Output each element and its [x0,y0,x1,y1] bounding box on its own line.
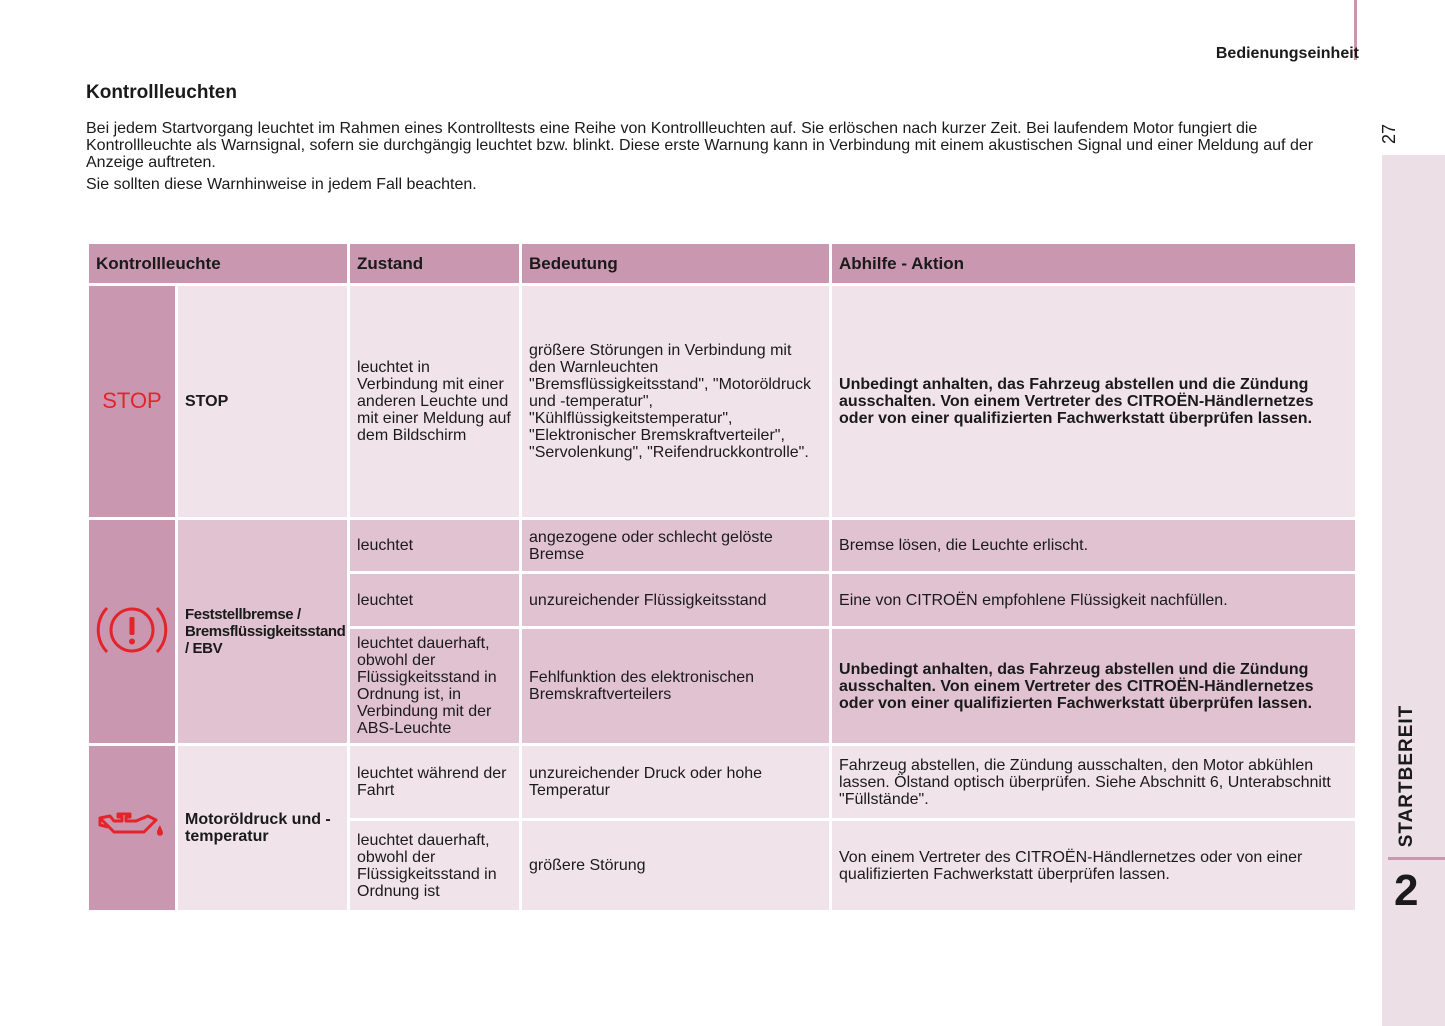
table-row [88,285,1357,519]
action-cell: Fahrzeug abstellen, die Zündung ausschalten, den Motor abkühlen lassen. Ölstand optisch überprüfen. Siehe Abschnitt 6, Unterabschnitt "Füllstände". [831,745,1357,820]
meaning-cell: unzureichender Druck oder hohe Temperatur [521,745,831,820]
state-cell: leuchtet [349,573,521,628]
meaning-cell: größere Störung [521,820,831,912]
warning-light-name: Feststellbremse / Bremsflüssigkeitsstand / EBV [177,519,349,745]
stop-icon [88,285,177,519]
action-cell: Eine von CITROËN empfohlene Flüssigkeit nachfüllen. [831,573,1357,628]
page-title: Kontrollleuchten [86,82,237,103]
state-cell: leuchtet während der Fahrt [349,745,521,820]
meaning-cell: Fehlfunktion des elektronischen Bremskraftverteilers [521,628,831,745]
action-cell: Unbedingt anhalten, das Fahrzeug abstellen und die Zündung ausschalten. Von einem Vertreter des CITROËN-Händlernetzes oder von einer qualifizierten Fachwerkstatt überprüfen lassen. [831,285,1357,519]
section-header: Bedienungseinheit [1215,45,1359,62]
intro-paragraph: Bei jedem Startvorgang leuchtet im Rahmen eines Kontrolltests eine Reihe von Kontrollleuchten auf. Sie erlöschen nach kurzer Zeit. Bei laufendem Motor fungiert die Kontrollleuchte als Warnsignal, sofern sie durchgängig leuchtet bzw. blinkt. Diese erste Warnung kann in Verbindung mit einem akustischen Signal und einer Meldung auf der Anzeige auftreten. [86,120,1314,171]
warning-light-name: STOP [177,285,349,519]
state-cell: leuchtet [349,519,521,573]
col-header-abhilfe: Abhilfe - Aktion [831,243,1357,285]
col-header-zustand: Zustand [349,243,521,285]
table-row [88,745,1357,820]
action-cell: Unbedingt anhalten, das Fahrzeug abstellen und die Zündung ausschalten. Von einem Vertreter des CITROËN-Händlernetzes oder von einer qualifizierten Fachwerkstatt überprüfen lassen. [831,628,1357,745]
table-header-row [88,243,1357,285]
meaning-cell: unzureichender Flüssigkeitsstand [521,573,831,628]
col-header-bedeutung: Bedeutung [521,243,831,285]
meaning-cell: größere Störungen in Verbindung mit den Warnleuchten "Bremsflüssigkeitsstand", "Motoröldruck und -temperatur", "Kühlflüssigkeitstemperatur", "Elektronischer Bremskraftverteiler", "Servolenkung", "Reifendruckkontrolle". [521,285,831,519]
intro-paragraph: Sie sollten diese Warnhinweise in jedem Fall beachten. [86,176,477,193]
table-row [88,519,1357,573]
state-cell: leuchtet dauerhaft, obwohl der Flüssigkeitsstand in Ordnung ist [349,820,521,912]
chapter-number: 2 [1394,866,1419,915]
oil-can-icon [88,745,177,912]
warning-light-name: Motoröldruck und -temperatur [177,745,349,912]
action-cell: Bremse lösen, die Leuchte erlischt. [831,519,1357,573]
warning-lights-table [86,241,1358,913]
state-cell: leuchtet in Verbindung mit einer anderen Leuchte und mit einer Meldung auf dem Bildschirm [349,285,521,519]
chapter-title: STARTBEREIT [1396,704,1417,848]
page-number: 27 [1379,123,1399,145]
action-cell: Von einem Vertreter des CITROËN-Händlernetzes oder von einer qualifizierten Fachwerkstatt überprüfen lassen. [831,820,1357,912]
brake-warning-icon [88,519,177,745]
svg-text:STOP: STOP [102,388,162,411]
chapter-divider [1388,857,1445,860]
meaning-cell: angezogene oder schlecht gelöste Bremse [521,519,831,573]
intro-text [86,120,1348,198]
state-cell: leuchtet dauerhaft, obwohl der Flüssigkeitsstand in Ordnung ist, in Verbindung mit der ABS-Leuchte [349,628,521,745]
col-header-kontrollleuchte: Kontrollleuchte [88,243,349,285]
